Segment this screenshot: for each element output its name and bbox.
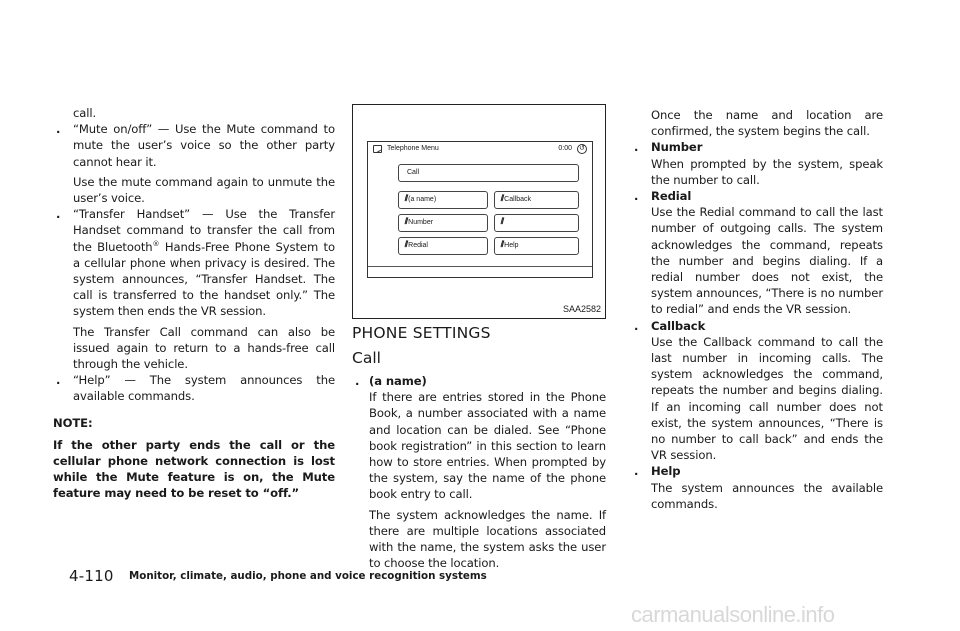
callback-paragraph: Use the Callback command to call the last number in incoming calls. The system acknowledges the command, repeats the number and begins dialing. If an incoming call number does not exist, the system announces, “There is no number to call back” and ends the VR session. — [651, 334, 883, 463]
bullet: . — [634, 464, 639, 479]
voice-icon: ꟾꟾ — [500, 242, 503, 249]
bullet: . — [56, 207, 61, 222]
a-name-button: ꟾꟾ (a name) — [398, 191, 488, 209]
screen-divider — [368, 266, 592, 267]
blank-button — [494, 214, 579, 232]
list-item-help — [53, 372, 335, 404]
callback-button: ꟾꟾ Callback — [494, 191, 579, 209]
help-text: “Help” — The system announces the available commands. — [73, 373, 335, 404]
number-paragraph: When prompted by the system, speak the number to call. — [651, 156, 883, 187]
list-item-number — [631, 139, 883, 155]
name-paragraph-3: Once the name and location are confirmed, the system begins the call. — [651, 108, 883, 139]
page-number: 4-110 — [69, 567, 114, 585]
bullet: . — [56, 122, 61, 137]
name-paragraph-2: The system acknowledges the name. If there are multiple locations associated with the name, the system asks the user to choose the location. — [369, 507, 606, 571]
help-heading: Help — [651, 464, 681, 479]
screen-title: Telephone Menu — [387, 145, 439, 152]
name-paragraph-1: If there are entries stored in the Phone Book, a number associated with a name and location can be dialed. See “Phone book registration” in this section to learn how to store entries. When prompted by the system, say the name of the phone book entry to call. — [369, 390, 606, 502]
left-column — [53, 105, 335, 502]
voice-icon: ꟾꟾ — [404, 242, 407, 249]
figure-code: SAA2582 — [562, 304, 601, 314]
redial-paragraph: Use the Redial command to call the last number of outgoing calls. The system acknowledges the command, repeats the number and begins dialing. If a redial number does not exist, the system announces, “There is no number to redial” and ends the VR session. — [651, 205, 883, 317]
help-button: ꟾꟾ Help — [494, 237, 579, 255]
phone-icon — [373, 145, 382, 153]
footer-chapter-title: Monitor, climate, audio, phone and voice recognition systems — [129, 570, 487, 582]
number-button: ꟾꟾ Number — [398, 214, 488, 232]
redial-heading: Redial — [651, 189, 692, 204]
call-button: Call — [398, 164, 579, 182]
telephone-menu-figure — [352, 104, 606, 319]
callback-heading: Callback — [651, 318, 706, 333]
right-column — [631, 107, 883, 512]
bullet: . — [634, 189, 639, 204]
voice-icon: ꟾꟾ — [404, 219, 407, 226]
help-paragraph: The system announces the available commands. — [651, 480, 883, 511]
bullet: . — [634, 140, 639, 155]
transfer-text-a: “Transfer Handset” — Use the Transfer Handset command to transfer the call from the Bluetooth — [73, 207, 335, 254]
list-item-mute — [53, 121, 335, 170]
subsection-title: Call — [352, 349, 381, 367]
middle-column — [352, 373, 606, 571]
section-title: PHONE SETTINGS — [352, 324, 491, 342]
back-icon: ↺ — [577, 144, 587, 154]
bullet: . — [634, 318, 639, 333]
mute-paragraph: Use the mute command again to unmute the user’s voice. — [73, 174, 335, 206]
watermark: carmanualsonline.info — [631, 602, 835, 627]
list-item-transfer — [53, 206, 335, 319]
screen-title-bar — [368, 142, 592, 156]
list-item-name — [352, 373, 606, 389]
redial-button: ꟾꟾ Redial — [398, 237, 488, 255]
transfer-paragraph: The Transfer Call command can also be issued again to return to a hands-free call through the vehicle. — [73, 324, 335, 372]
registered-mark: ® — [152, 239, 160, 248]
voice-icon: ꟾꟾ — [404, 196, 407, 203]
call-timer: 0:00 — [558, 145, 572, 152]
continued-text: call. — [73, 106, 97, 120]
transfer-text-b: Hands-Free Phone System to a cellular phone when privacy is desired. The system announces, “Transfer Handset. The call is transferred to the handset only.” The system then ends the VR session. — [73, 239, 335, 319]
voice-icon: ꟾꟾ — [500, 196, 503, 203]
note-body: If the other party ends the call or the cellular phone network connection is lost while the Mute feature is on, the Mute feature may need to be reset to “off.” — [53, 437, 335, 501]
mute-text: “Mute on/off” — Use the Mute command to mute the user’s voice so the other party cannot hear it. — [73, 122, 335, 169]
number-heading: Number — [651, 140, 703, 155]
list-item-help-cmd — [631, 463, 883, 479]
display-screen — [367, 141, 593, 278]
name-heading: (a name) — [369, 374, 427, 388]
list-item-redial — [631, 188, 883, 204]
bullet: . — [355, 374, 360, 388]
note-heading: NOTE: — [53, 415, 93, 430]
voice-icon: ꟾꟾ — [500, 219, 503, 226]
list-item-callback — [631, 318, 883, 334]
bullet: . — [56, 373, 61, 388]
